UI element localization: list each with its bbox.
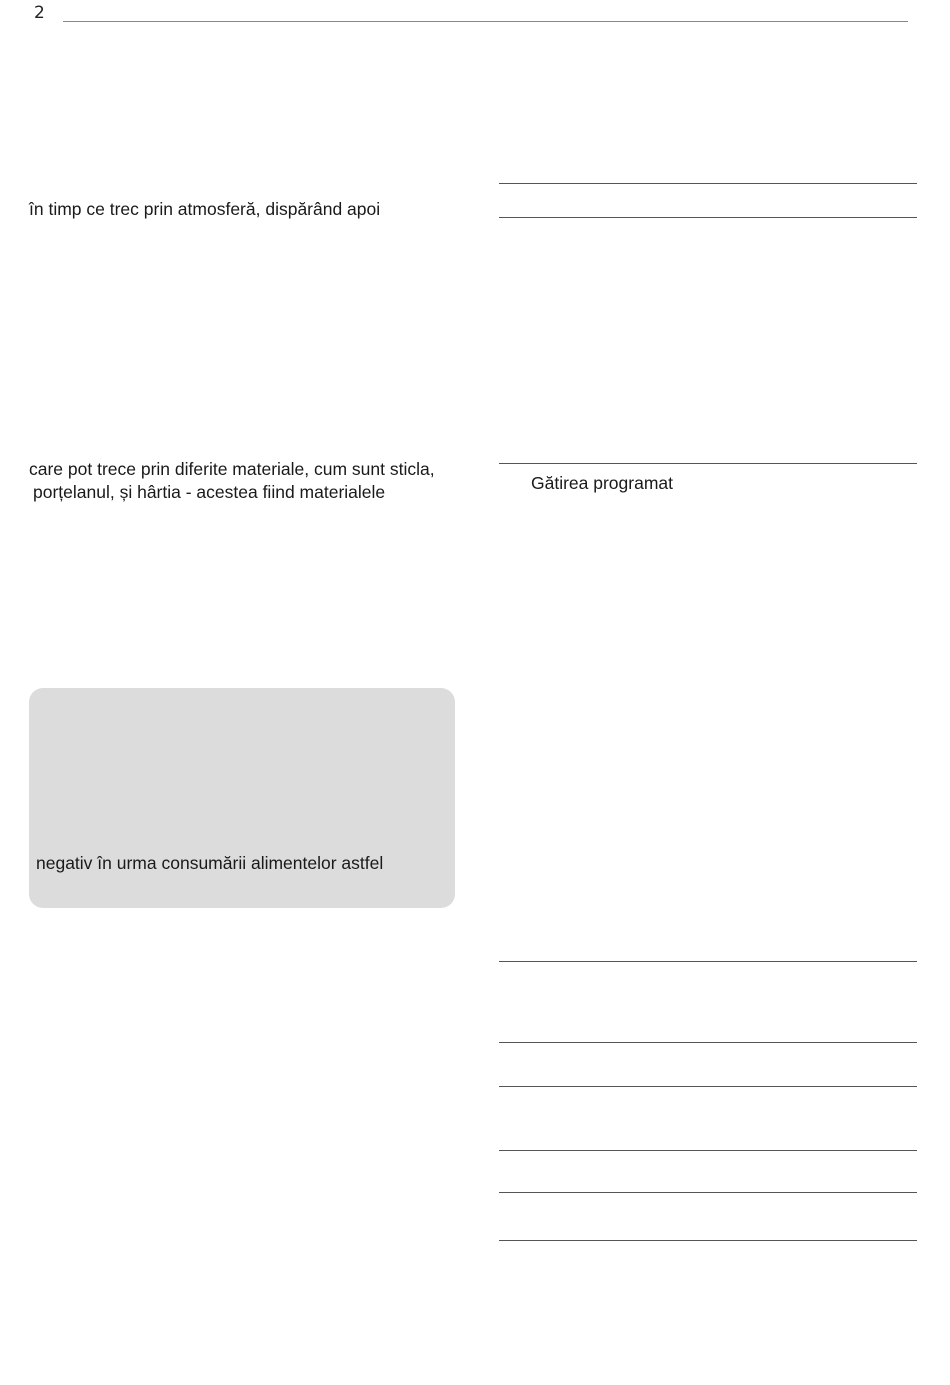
header-rule <box>63 21 908 22</box>
section-divider-rule <box>499 463 917 464</box>
note-box <box>29 688 455 908</box>
section-heading-programmed-cooking: Gătirea programat <box>531 473 674 493</box>
divider-rule <box>499 961 917 962</box>
divider-rule <box>499 1042 917 1043</box>
divider-rule <box>499 217 917 218</box>
paragraph-atmosphere: în timp ce trec prin atmosferă, dispărând apoi <box>29 199 381 219</box>
paragraph-materials-line-1: care pot trece prin diferite materiale, cum sunt sticla, <box>29 459 435 479</box>
divider-rule <box>499 1192 917 1193</box>
page-number: 2 <box>34 3 45 23</box>
divider-rule <box>499 1240 917 1241</box>
divider-rule <box>499 1150 917 1151</box>
divider-rule <box>499 183 917 184</box>
note-box-text: negativ în urma consumării alimentelor astfel <box>36 853 384 873</box>
divider-rule <box>499 1086 917 1087</box>
paragraph-materials-line-2: porțelanul, și hârtia - acestea fiind materialele <box>33 482 386 502</box>
paragraph-materials <box>29 458 435 504</box>
